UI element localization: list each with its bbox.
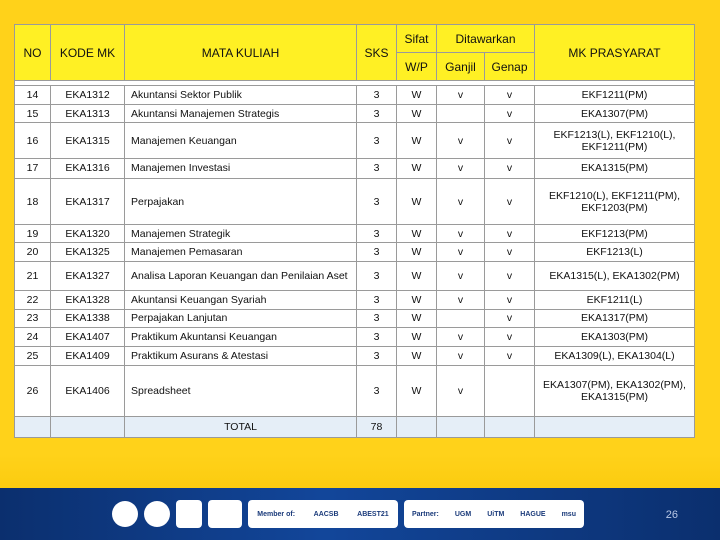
row-sks: 3 <box>357 179 397 225</box>
row-no: 16 <box>15 123 51 158</box>
row-kode: EKA1409 <box>51 346 125 365</box>
row-kode: EKA1338 <box>51 309 125 328</box>
row-mata-kuliah: Praktikum Asurans & Atestasi <box>125 346 357 365</box>
table-row <box>15 123 695 158</box>
row-sifat: W <box>397 328 437 347</box>
row-ganjil: v <box>437 158 485 179</box>
member-label: Member of: <box>257 510 296 518</box>
row-ganjil: v <box>437 262 485 291</box>
row-mata-kuliah: Manajemen Keuangan <box>125 123 357 158</box>
row-sifat: W <box>397 123 437 158</box>
row-genap: v <box>485 224 535 243</box>
row-no: 21 <box>15 262 51 291</box>
row-genap: v <box>485 243 535 262</box>
row-sifat: W <box>397 262 437 291</box>
row-prasyarat: EKA1307(PM), EKA1302(PM), EKA1315(PM) <box>535 365 695 417</box>
table-row <box>15 224 695 243</box>
row-ganjil <box>437 309 485 328</box>
row-prasyarat: EKF1210(L), EKF1211(PM), EKF1203(PM) <box>535 179 695 225</box>
row-sifat: W <box>397 291 437 310</box>
row-mata-kuliah: Spreadsheet <box>125 365 357 417</box>
row-sks: 3 <box>357 158 397 179</box>
header-no: NO <box>15 25 51 81</box>
footer-bar <box>0 488 720 540</box>
row-kode: EKA1327 <box>51 262 125 291</box>
table-row <box>15 243 695 262</box>
row-sifat: W <box>397 179 437 225</box>
table-row <box>15 365 695 417</box>
header-sifat: Sifat <box>397 25 437 53</box>
row-sifat: W <box>397 158 437 179</box>
table-row <box>15 179 695 225</box>
row-kode: EKA1407 <box>51 328 125 347</box>
row-ganjil: v <box>437 224 485 243</box>
row-prasyarat: EKF1213(L), EKF1210(L), EKF1211(PM) <box>535 123 695 158</box>
row-kode: EKA1325 <box>51 243 125 262</box>
row-no: 25 <box>15 346 51 365</box>
total-empty-cell <box>535 417 695 438</box>
row-no: 17 <box>15 158 51 179</box>
row-sks: 3 <box>357 123 397 158</box>
row-no: 26 <box>15 365 51 417</box>
row-mata-kuliah: Manajemen Strategik <box>125 224 357 243</box>
row-genap <box>485 365 535 417</box>
row-sks: 3 <box>357 262 397 291</box>
row-mata-kuliah: Akuntansi Manajemen Strategis <box>125 104 357 123</box>
table-row <box>15 291 695 310</box>
header-wp: W/P <box>397 53 437 81</box>
row-no: 22 <box>15 291 51 310</box>
row-prasyarat: EKA1317(PM) <box>535 309 695 328</box>
row-sks: 3 <box>357 224 397 243</box>
header-mata-kuliah: MATA KULIAH <box>125 25 357 81</box>
row-sifat: W <box>397 224 437 243</box>
row-kode: EKA1317 <box>51 179 125 225</box>
total-row <box>15 417 695 438</box>
row-sks: 3 <box>357 291 397 310</box>
row-kode: EKA1406 <box>51 365 125 417</box>
row-ganjil: v <box>437 291 485 310</box>
row-genap: v <box>485 346 535 365</box>
course-table <box>14 24 695 438</box>
row-sks: 3 <box>357 346 397 365</box>
total-empty-cell <box>485 417 535 438</box>
row-mata-kuliah: Praktikum Akuntansi Keuangan <box>125 328 357 347</box>
row-no: 20 <box>15 243 51 262</box>
row-ganjil: v <box>437 346 485 365</box>
row-ganjil <box>437 104 485 123</box>
row-mata-kuliah: Manajemen Investasi <box>125 158 357 179</box>
row-mata-kuliah: Manajemen Pemasaran <box>125 243 357 262</box>
table-row <box>15 262 695 291</box>
logo-aacsb: AACSB <box>313 510 339 518</box>
row-genap: v <box>485 123 535 158</box>
row-mata-kuliah: Perpajakan <box>125 179 357 225</box>
row-mata-kuliah: Akuntansi Sektor Publik <box>125 86 357 105</box>
row-kode: EKA1313 <box>51 104 125 123</box>
header-sks: SKS <box>357 25 397 81</box>
logo-msu: msu <box>561 510 576 518</box>
row-sks: 3 <box>357 328 397 347</box>
table-body <box>15 81 695 438</box>
total-empty-cell <box>15 417 51 438</box>
row-sks: 3 <box>357 86 397 105</box>
row-prasyarat: EKF1211(L) <box>535 291 695 310</box>
page-number: 26 <box>665 509 678 521</box>
row-no: 19 <box>15 224 51 243</box>
row-no: 15 <box>15 104 51 123</box>
globe-logo-icon <box>144 501 170 527</box>
row-prasyarat: EKF1213(L) <box>535 243 695 262</box>
row-genap: v <box>485 309 535 328</box>
row-prasyarat: EKF1211(PM) <box>535 86 695 105</box>
table-row <box>15 309 695 328</box>
row-ganjil: v <box>437 179 485 225</box>
logo-abest21: ABEST21 <box>357 510 389 518</box>
table-row <box>15 86 695 105</box>
row-ganjil: v <box>437 365 485 417</box>
row-prasyarat: EKA1315(L), EKA1302(PM) <box>535 262 695 291</box>
row-genap: v <box>485 104 535 123</box>
header-mk-prasyarat: MK PRASYARAT <box>535 25 695 81</box>
row-genap: v <box>485 328 535 347</box>
total-label: TOTAL <box>125 417 357 438</box>
row-kode: EKA1328 <box>51 291 125 310</box>
partner-logo-strip <box>112 495 612 533</box>
row-genap: v <box>485 86 535 105</box>
total-empty-cell <box>51 417 125 438</box>
logo-hague: HAGUE <box>520 510 546 518</box>
row-prasyarat: EKA1315(PM) <box>535 158 695 179</box>
row-sifat: W <box>397 346 437 365</box>
header-kode-mk: KODE MK <box>51 25 125 81</box>
logo-ugm: UGM <box>454 510 472 518</box>
row-kode: EKA1312 <box>51 86 125 105</box>
row-sifat: W <box>397 86 437 105</box>
row-sifat: W <box>397 104 437 123</box>
row-no: 14 <box>15 86 51 105</box>
row-prasyarat: EKF1213(PM) <box>535 224 695 243</box>
row-genap: v <box>485 158 535 179</box>
row-no: 23 <box>15 309 51 328</box>
row-prasyarat: EKA1309(L), EKA1304(L) <box>535 346 695 365</box>
row-genap: v <box>485 262 535 291</box>
row-no: 18 <box>15 179 51 225</box>
row-genap: v <box>485 291 535 310</box>
row-no: 24 <box>15 328 51 347</box>
row-prasyarat: EKA1307(PM) <box>535 104 695 123</box>
logo-uitm: UiTM <box>487 510 505 518</box>
crest-logo-icon <box>176 500 202 528</box>
total-empty-cell <box>437 417 485 438</box>
row-sks: 3 <box>357 243 397 262</box>
row-prasyarat: EKA1303(PM) <box>535 328 695 347</box>
header-ditawarkan: Ditawarkan <box>437 25 535 53</box>
row-ganjil: v <box>437 123 485 158</box>
row-mata-kuliah: Analisa Laporan Keuangan dan Penilaian Aset <box>125 262 357 291</box>
table-row <box>15 104 695 123</box>
university-seal-icon <box>112 501 138 527</box>
row-sifat: W <box>397 365 437 417</box>
row-kode: EKA1315 <box>51 123 125 158</box>
header-genap: Genap <box>485 53 535 81</box>
table-row <box>15 328 695 347</box>
row-sifat: W <box>397 309 437 328</box>
row-mata-kuliah: Perpajakan Lanjutan <box>125 309 357 328</box>
row-ganjil: v <box>437 86 485 105</box>
row-sks: 3 <box>357 365 397 417</box>
row-ganjil: v <box>437 328 485 347</box>
row-sks: 3 <box>357 309 397 328</box>
table-row <box>15 346 695 365</box>
header-ganjil: Ganjil <box>437 53 485 81</box>
table-row <box>15 158 695 179</box>
row-genap: v <box>485 179 535 225</box>
row-ganjil: v <box>437 243 485 262</box>
partner-label: Partner: <box>412 510 439 518</box>
total-sks: 78 <box>357 417 397 438</box>
row-sks: 3 <box>357 104 397 123</box>
row-mata-kuliah: Akuntansi Keuangan Syariah <box>125 291 357 310</box>
row-kode: EKA1320 <box>51 224 125 243</box>
row-kode: EKA1316 <box>51 158 125 179</box>
certification-logo-icon <box>208 500 242 528</box>
total-empty-cell <box>397 417 437 438</box>
row-sifat: W <box>397 243 437 262</box>
